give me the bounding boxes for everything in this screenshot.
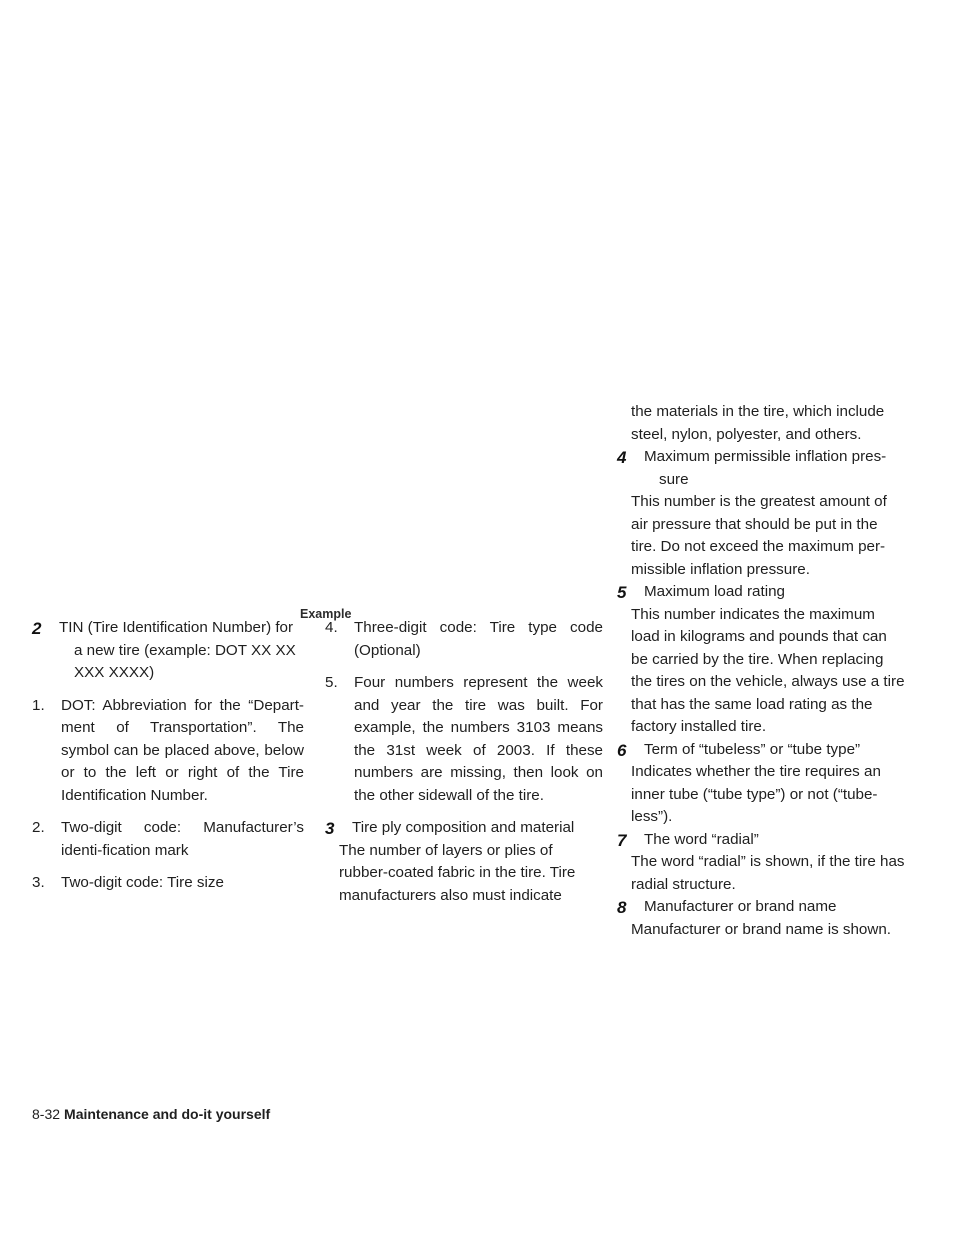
list-item bbox=[32, 695, 304, 808]
column-3 bbox=[617, 401, 907, 941]
section-8 bbox=[617, 896, 907, 919]
list-item-text: DOT: Abbreviation for the “Depart-ment of Transportation”. The symbol can be placed above, below or to the left or right of the Tire Identification Number. bbox=[61, 696, 304, 804]
list-item-text: Two-digit code: Manufacturer’s identi-fication mark bbox=[61, 819, 304, 859]
list-item-text: Four numbers represent the week and year the tire was built. For example, the numbers 3103 means the 31st week of 2003. If these numbers are missing, then look on the other sidewall of the tire. bbox=[354, 674, 603, 804]
list-item-text: Three-digit code: Tire type code (Optional) bbox=[354, 619, 603, 659]
section-2 bbox=[32, 617, 304, 685]
section-5-body: This number indicates the maximum load in kilograms and pounds that can be carried by the tire. When replacing the tires on the vehicle, always use a tire that has the same load rating as the factory installed tire. bbox=[631, 605, 905, 735]
section-3-continued: the materials in the tire, which include steel, nylon, polyester, and others. bbox=[631, 403, 885, 443]
section-4-title: Maximum permissible inflation pres-sure bbox=[644, 448, 887, 488]
section-2-title: TIN (Tire Identification Number) for a new tire (example: DOT XX XX XXX XXXX) bbox=[59, 619, 296, 681]
section-3 bbox=[325, 817, 603, 840]
chapter-title: Maintenance and do-it yourself bbox=[64, 1106, 271, 1122]
section-6 bbox=[617, 739, 907, 762]
callout-number-3: 3 bbox=[325, 819, 335, 838]
section-3-title: Tire ply composition and material bbox=[352, 819, 575, 836]
list-item-number: 4. bbox=[325, 619, 338, 636]
section-4-body: This number is the greatest amount of air pressure that should be put in the tire. Do not exceed the maximum per-missible inflation pressure. bbox=[631, 493, 887, 578]
list-item-text: Two-digit code: Tire size bbox=[61, 874, 224, 891]
callout-number-4: 4 bbox=[617, 448, 627, 467]
section-8-title: Manufacturer or brand name bbox=[644, 898, 837, 915]
list-item bbox=[325, 672, 603, 807]
page-footer bbox=[32, 1103, 270, 1126]
section-4 bbox=[617, 446, 907, 491]
section-5-title: Maximum load rating bbox=[644, 583, 785, 600]
column-2 bbox=[325, 617, 603, 907]
list-item-number: 5. bbox=[325, 674, 338, 691]
section-3-body: The number of layers or plies of rubber-coated fabric in the tire. Tire manufacturers also must indicate bbox=[339, 841, 576, 904]
column-1 bbox=[32, 617, 304, 905]
callout-number-8: 8 bbox=[617, 898, 627, 917]
figure-caption: Example bbox=[300, 607, 352, 621]
list-item bbox=[32, 872, 304, 895]
callout-number-6: 6 bbox=[617, 740, 627, 760]
list-item-number: 2. bbox=[32, 819, 45, 836]
list-item bbox=[32, 817, 304, 862]
section-6-body: Indicates whether the tire requires an inner tube (“tube type”) or not (“tube-less”). bbox=[631, 763, 881, 825]
page-number: 8-32 bbox=[32, 1106, 61, 1122]
section-8-body: Manufacturer or brand name is shown. bbox=[631, 920, 892, 938]
list-item-number: 3. bbox=[32, 874, 45, 891]
callout-number-5: 5 bbox=[617, 583, 627, 602]
list-item-number: 1. bbox=[32, 696, 45, 714]
section-7-title: The word “radial” bbox=[644, 830, 759, 848]
callout-number-7: 7 bbox=[617, 830, 627, 850]
section-5 bbox=[617, 581, 907, 604]
section-6-title: Term of “tubeless” or “tube type” bbox=[644, 740, 861, 758]
list-item bbox=[325, 617, 603, 662]
callout-number-2: 2 bbox=[32, 619, 42, 638]
section-7-body: The word “radial” is shown, if the tire has radial structure. bbox=[631, 853, 905, 893]
section-7 bbox=[617, 829, 907, 852]
